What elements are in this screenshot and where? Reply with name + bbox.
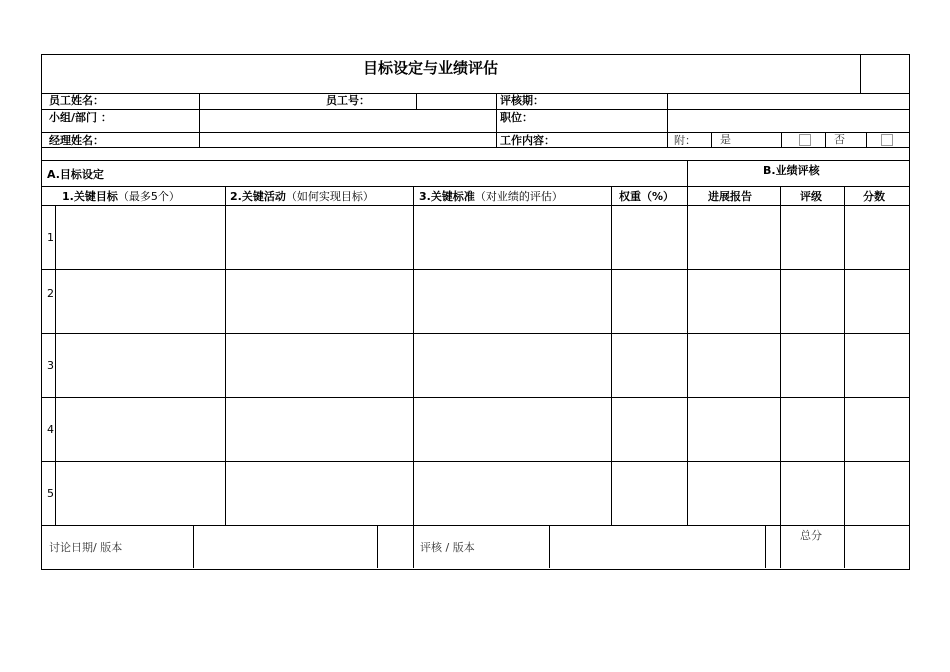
- yes-checkbox[interactable]: [799, 134, 811, 146]
- divider: [687, 186, 688, 205]
- activity-cell[interactable]: [226, 334, 413, 397]
- col-key-standard-note: （对业绩的评估）: [474, 190, 563, 203]
- standard-cell[interactable]: [414, 398, 611, 461]
- col-score-header: 分数: [863, 190, 885, 203]
- weight-cell[interactable]: [612, 462, 687, 525]
- col-key-objective-main: 1.关键目标: [62, 190, 118, 203]
- review-version-label: 评核 / 版本: [420, 541, 475, 554]
- attach-label: 附：: [674, 134, 696, 147]
- section-a-title: A.目标设定: [47, 168, 104, 181]
- score-cell[interactable]: [845, 206, 908, 269]
- position-field[interactable]: [668, 110, 908, 131]
- divider: [844, 186, 845, 205]
- divider: [825, 132, 826, 147]
- row-number-4: 4: [47, 423, 54, 436]
- grade-cell[interactable]: [781, 270, 844, 333]
- col-key-objective-header: [62, 190, 180, 203]
- employee-no-field[interactable]: [417, 94, 495, 108]
- progress-cell[interactable]: [688, 398, 780, 461]
- activity-cell[interactable]: [226, 462, 413, 525]
- no-checkbox[interactable]: [881, 134, 893, 146]
- objective-cell[interactable]: [56, 206, 225, 269]
- divider: [413, 525, 414, 568]
- col-weight-header: 权重（%）: [619, 190, 675, 203]
- col-key-standard-header: [419, 190, 563, 203]
- table-row: [56, 206, 908, 269]
- activity-cell[interactable]: [226, 398, 413, 461]
- row-number-2: 2: [47, 287, 54, 300]
- discuss-date-label: 讨论日期/ 版本: [49, 541, 123, 554]
- score-cell[interactable]: [845, 334, 908, 397]
- row-number-3: 3: [47, 359, 54, 372]
- job-content-label: 工作内容：: [500, 134, 555, 147]
- divider: [496, 93, 497, 147]
- manager-name-field[interactable]: [200, 133, 495, 146]
- title-divider: [860, 54, 861, 93]
- objective-cell[interactable]: [56, 334, 225, 397]
- col-grade-header: 评级: [800, 190, 822, 203]
- team-dept-label: 小组/部门 ：: [49, 111, 112, 124]
- standard-cell[interactable]: [414, 206, 611, 269]
- table-row: [56, 462, 908, 525]
- standard-cell[interactable]: [414, 270, 611, 333]
- employee-name-label: 员工姓名：: [49, 94, 104, 107]
- section-b-title: B.业绩评核: [763, 164, 820, 177]
- score-cell[interactable]: [845, 462, 908, 525]
- divider: [41, 160, 909, 161]
- col-key-activity-header: [230, 190, 374, 203]
- grade-cell[interactable]: [781, 398, 844, 461]
- activity-cell[interactable]: [226, 206, 413, 269]
- progress-cell[interactable]: [688, 270, 780, 333]
- weight-cell[interactable]: [612, 334, 687, 397]
- discuss-date-field[interactable]: [194, 526, 376, 567]
- divider: [687, 160, 688, 186]
- grade-cell[interactable]: [781, 206, 844, 269]
- score-cell[interactable]: [845, 270, 908, 333]
- position-label: 职位：: [500, 111, 533, 124]
- col-progress-header: 进展报告: [708, 190, 752, 203]
- form-title: 目标设定与业绩评估: [363, 59, 499, 77]
- progress-cell[interactable]: [688, 334, 780, 397]
- divider: [611, 186, 612, 205]
- col-key-standard-main: 3.关键标准: [419, 190, 475, 203]
- progress-cell[interactable]: [688, 206, 780, 269]
- no-label: 否: [834, 133, 845, 146]
- row-number-1: 1: [47, 231, 54, 244]
- progress-cell[interactable]: [688, 462, 780, 525]
- yes-label: 是: [720, 133, 731, 146]
- employee-name-field[interactable]: [200, 94, 415, 108]
- divider: [41, 525, 909, 526]
- review-version-field[interactable]: [550, 526, 764, 567]
- team-dept-field[interactable]: [200, 110, 495, 131]
- standard-cell[interactable]: [414, 462, 611, 525]
- divider: [780, 525, 781, 568]
- total-score-label: 总分: [800, 529, 822, 542]
- review-period-field[interactable]: [668, 94, 908, 108]
- table-row: [56, 270, 908, 333]
- divider: [765, 525, 766, 568]
- weight-cell[interactable]: [612, 398, 687, 461]
- divider: [41, 186, 909, 187]
- review-period-label: 评核期：: [500, 94, 544, 107]
- score-cell[interactable]: [845, 398, 908, 461]
- objective-cell[interactable]: [56, 398, 225, 461]
- grade-cell[interactable]: [781, 334, 844, 397]
- col-key-activity-main: 2.关键活动: [230, 190, 286, 203]
- grade-cell[interactable]: [781, 462, 844, 525]
- weight-cell[interactable]: [612, 206, 687, 269]
- col-key-objective-note: （最多5个）: [117, 190, 180, 203]
- total-score-field[interactable]: [845, 526, 908, 567]
- standard-cell[interactable]: [414, 334, 611, 397]
- divider: [413, 186, 414, 205]
- employee-no-label: 员工号：: [326, 94, 370, 107]
- divider: [781, 132, 782, 147]
- activity-cell[interactable]: [226, 270, 413, 333]
- discuss-version-field[interactable]: [378, 526, 412, 567]
- divider: [41, 147, 909, 148]
- divider: [225, 186, 226, 205]
- weight-cell[interactable]: [612, 270, 687, 333]
- row-number-5: 5: [47, 487, 54, 500]
- manager-name-label: 经理姓名：: [49, 134, 104, 147]
- objective-cell[interactable]: [56, 270, 225, 333]
- table-row: [56, 334, 908, 397]
- divider: [780, 186, 781, 205]
- objective-cell[interactable]: [56, 462, 225, 525]
- col-key-activity-note: （如何实现目标）: [285, 190, 374, 203]
- divider: [711, 132, 712, 147]
- divider: [866, 132, 867, 147]
- table-row: [56, 398, 908, 461]
